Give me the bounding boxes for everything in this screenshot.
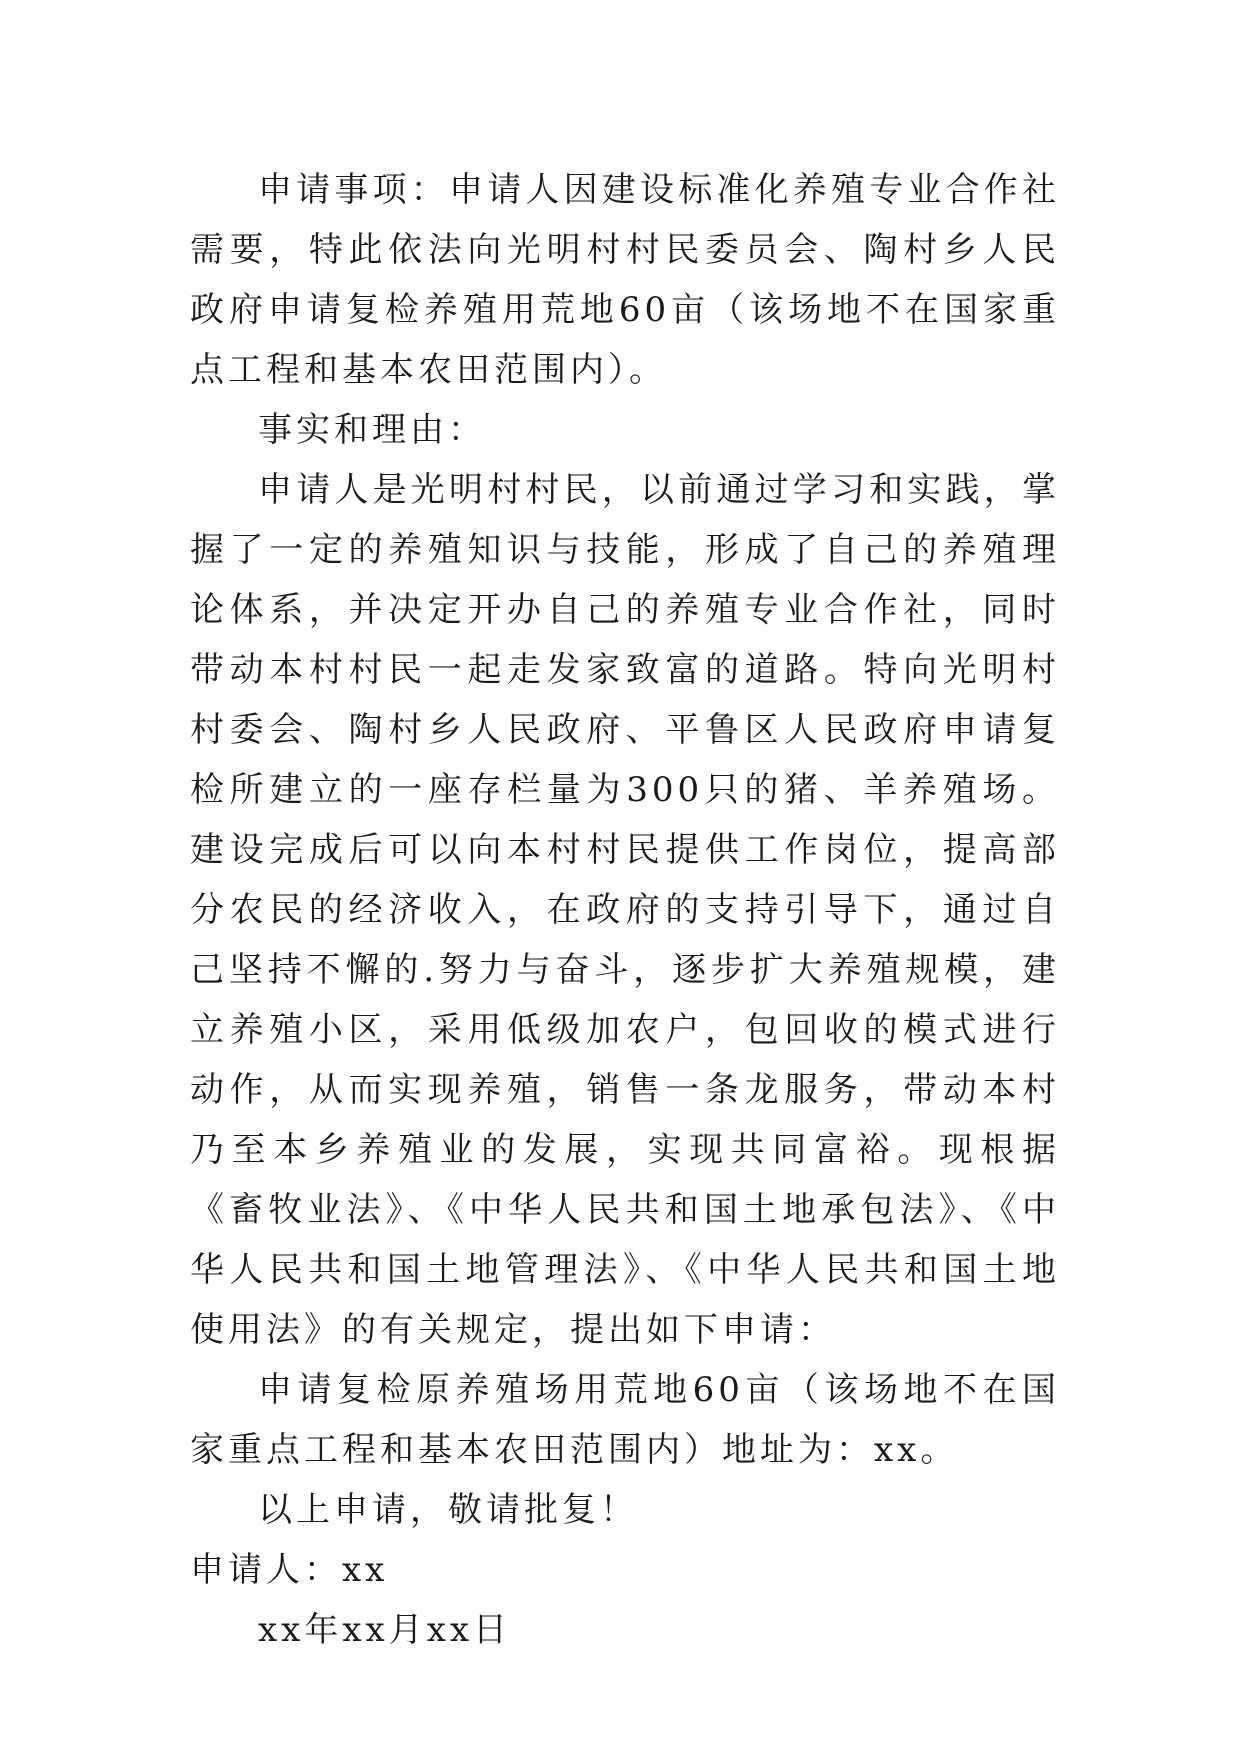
facts-heading: 事实和理由： [258,410,486,450]
request-matter-paragraph: 申请事项：申请人因建设标准化养殖专业合作社需要，特此依法向光明村村民委员会、陶村乡人民政府申请复检养殖用荒地60亩（该场地不在国家重点工程和基本农田范围内）。 [190,170,1060,390]
closing-line: 以上申请，敬请批复！ [258,1490,638,1530]
request-detail-paragraph: 申请复检原养殖场用荒地60亩（该场地不在国家重点工程和基本农田范围内）地址为：xx。 [190,1370,1060,1470]
date-line: xx年xx月xx日 [258,1610,512,1650]
document-body [190,160,1060,1660]
facts-body-paragraph: 申请人是光明村村民，以前通过学习和实践，掌握了一定的养殖知识与技能，形成了自己的养殖理论体系，并决定开办自己的养殖专业合作社，同时带动本村村民一起走发家致富的道路。特向光明村村委会、陶村乡人民政府、平鲁区人民政府申请复检所建立的一座存栏量为300只的猪、羊养殖场。建设完成后可以向本村村民提供工作岗位，提高部分农民的经济收入，在政府的支持引导下，通过自己坚持不懈的.努力与奋斗，逐步扩大养殖规模，建立养殖小区，采用低级加农户，包回收的模式进行动作，从而实现养殖，销售一条龙服务，带动本村乃至本乡养殖业的发展，实现共同富裕。现根据《畜牧业法》、《中华人民共和国土地承包法》、《中华人民共和国土地管理法》、《中华人民共和国土地使用法》的有关规定，提出如下申请： [190,470,1060,1350]
applicant-line: 申请人：xx [190,1550,389,1590]
